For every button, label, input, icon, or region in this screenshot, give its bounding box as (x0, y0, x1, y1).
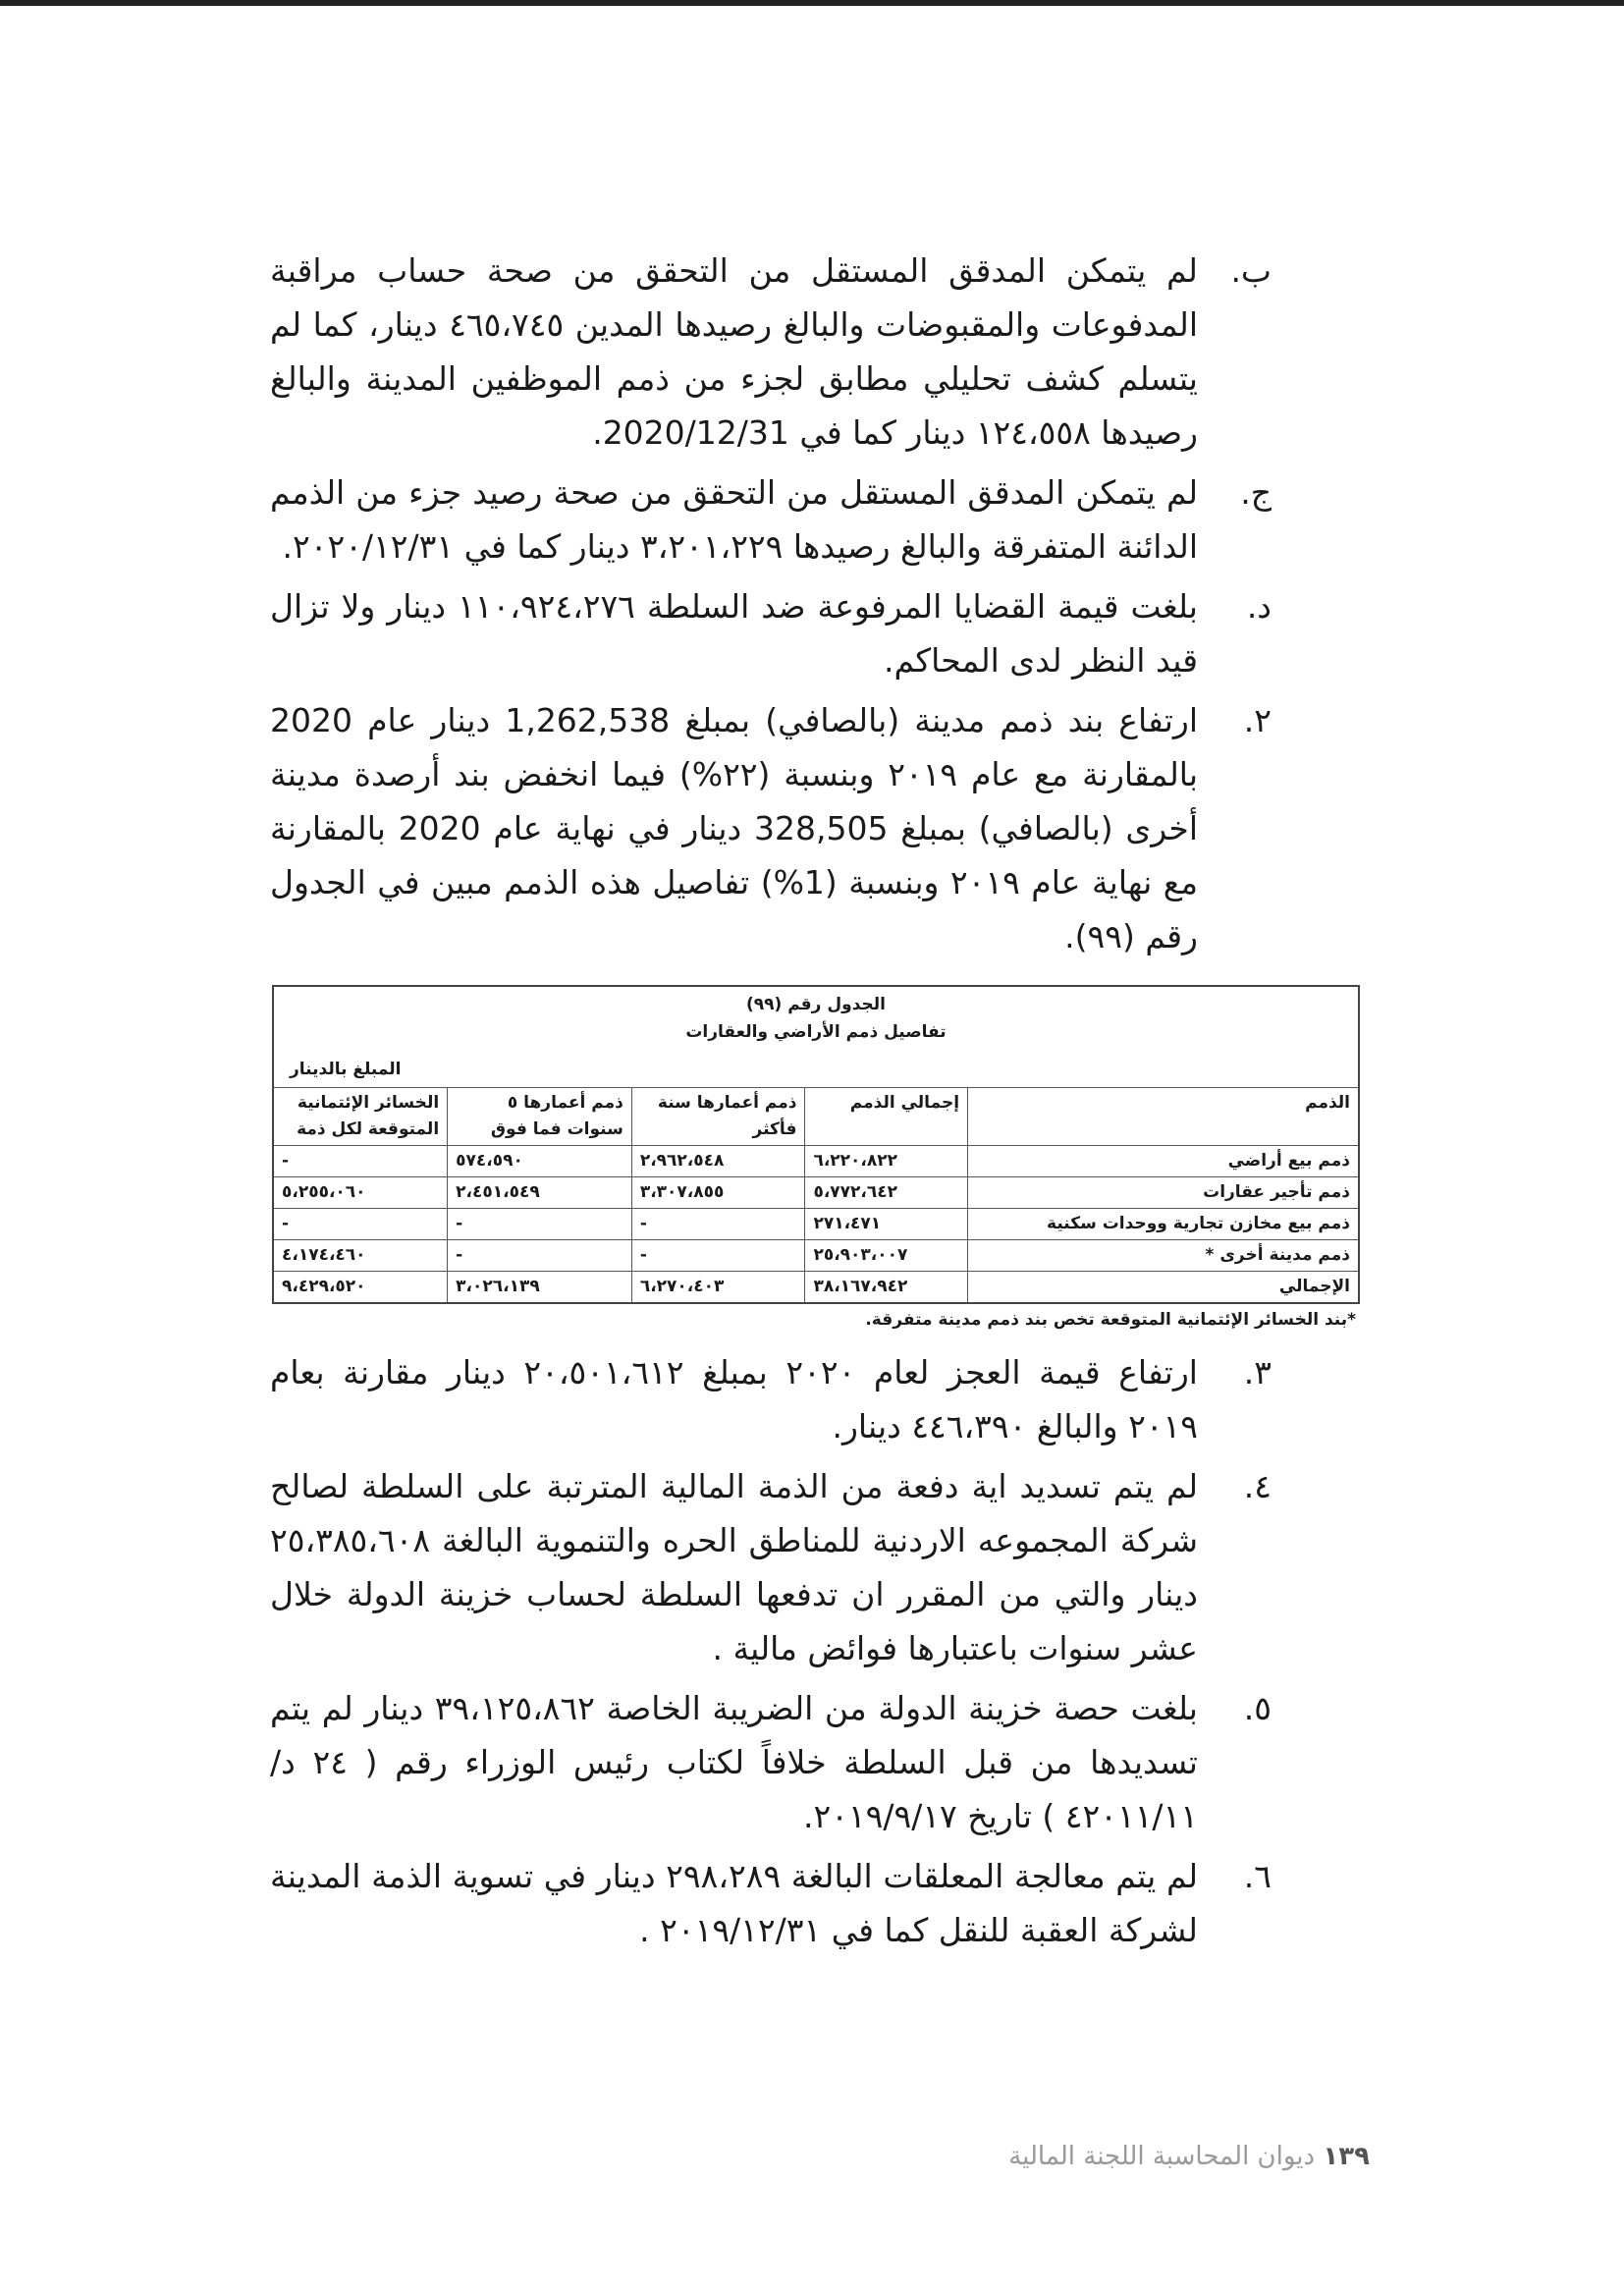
item-text: ارتفاع بند ذمم مدينة (بالصافي) بمبلغ 1,262,538 دينار عام 2020 بالمقارنة مع عام ٢٠١٩ وبنسبة (٢٢%) فيما انخفض بند أرصدة مدينة أخرى (بالصافي) بمبلغ 328,505 دينار في نهاية عام 2020 بالمقارنة مع نهاية عام ٢٠١٩ وبنسبة (1%) تفاصيل هذه الذمم مبين في الجدول رقم (٩٩). (270, 701, 1199, 955)
paragraph-2 (270, 693, 1272, 963)
paragraph-j (270, 465, 1272, 573)
item-marker: ج. (1240, 473, 1272, 512)
paragraph-5 (270, 1681, 1272, 1843)
table-cell: - (274, 1146, 448, 1177)
table-row (274, 1146, 1358, 1177)
item-text: بلغت حصة خزينة الدولة من الضريبة الخاصة ٣٩،١٢٥،٨٦٢ دينار لم يتم تسديدها من قبل السلطة خلافاً لكتاب رئيس الوزراء رقم ( ٢٤ د/ ٤٢٠١١/١١ ) تاريخ ٢٠١٩/٩/١٧. (270, 1689, 1198, 1835)
item-text: لم يتم تسديد اية دفعة من الذمة المالية المترتبة على السلطة لصالح شركة المجموعه الاردنية للمناطق الحره والتنموية البالغة ٢٥،٣٨٥،٦٠٨ دينار والتي من المقرر ان تدفعها السلطة لحساب خزينة الدولة خلال عشر سنوات باعتبارها فوائض مالية . (270, 1467, 1198, 1667)
paragraph-d (270, 579, 1272, 687)
footer-text: ديوان المحاسبة اللجنة المالية (1008, 2142, 1316, 2171)
table-cell: ٢،٤٥١،٥٤٩ (448, 1177, 632, 1209)
column-header: الخسائر الإئتمانية المتوقعة لكل ذمة (274, 1088, 448, 1146)
column-header: ذمم أعمارها سنة فأكثر (631, 1088, 805, 1146)
table-subtitle: تفاصيل ذمم الأراضي والعقارات (685, 1022, 947, 1042)
table-footnote: *بند الخسائر الإئتمانية المتوقعة تخص بند ذمم مدينة متفرقة. (865, 1310, 1356, 1330)
table-header-row (274, 1088, 1358, 1146)
table-cell: ٤،١٧٤،٤٦٠ (274, 1240, 448, 1272)
table-unit: المبلغ بالدينار (290, 1060, 402, 1079)
table-cell: - (448, 1209, 632, 1240)
table-99 (272, 985, 1360, 1304)
table-cell: ٩،٤٢٩،٥٢٠ (274, 1272, 448, 1303)
table-cell: ٥٧٤،٥٩٠ (448, 1146, 632, 1177)
item-marker: ٢. (1243, 701, 1272, 739)
table-row (274, 1177, 1358, 1209)
item-text: بلغت قيمة القضايا المرفوعة ضد السلطة ١١٠،٩٢٤،٢٧٦ دينار ولا تزال قيد النظر لدى المحاكم. (270, 587, 1198, 680)
page-number: ١٣٩ (1323, 2142, 1370, 2171)
table-row (274, 1240, 1358, 1272)
item-marker: ٥. (1243, 1689, 1272, 1727)
table-cell: ٢٥،٩٠٣،٠٠٧ (805, 1240, 968, 1272)
page-footer (820, 2100, 1370, 2173)
paragraph-6 (270, 1849, 1272, 1957)
table-cell: - (631, 1209, 805, 1240)
item-text: لم يتمكن المدقق المستقل من التحقق من صحة رصيد جزء من الذمم الدائنة المتفرقة والبالغ رصيدها ٣،٢٠١،٢٢٩ دينار كما في ٢٠٢٠/١٢/٣١. (270, 473, 1198, 566)
table-cell: ٦،٢٢٠،٨٢٢ (805, 1146, 968, 1177)
table-cell: ذمم مدينة أخرى * (968, 1240, 1358, 1272)
table-title: الجدول رقم (٩٩) (745, 995, 886, 1014)
table-cell: ٣٨،١٦٧،٩٤٢ (805, 1272, 968, 1303)
table-cell: - (631, 1240, 805, 1272)
table-cell: ذمم تأجير عقارات (968, 1177, 1358, 1209)
table-cell: ٥،٢٥٥،٠٦٠ (274, 1177, 448, 1209)
item-marker: ب. (1230, 251, 1272, 290)
item-text: ارتفاع قيمة العجز لعام ٢٠٢٠ بمبلغ ٢٠،٥٠١،٦١٢ دينار مقارنة بعام ٢٠١٩ والبالغ ٤٤٦،٣٩٠ دينار. (270, 1353, 1198, 1446)
table-cell: - (274, 1209, 448, 1240)
column-header: الذمم (968, 1088, 1358, 1146)
table-cell: ذمم بيع مخازن تجارية ووحدات سكنية (968, 1209, 1358, 1240)
table-cell: - (448, 1240, 632, 1272)
column-header: ذمم أعمارها ٥ سنوات فما فوق (448, 1088, 632, 1146)
table-cell: الإجمالي (968, 1272, 1358, 1303)
item-marker: ٣. (1243, 1353, 1272, 1391)
item-marker: ٤. (1243, 1467, 1272, 1505)
table-cell: ٣،٣٠٧،٨٥٥ (631, 1177, 805, 1209)
table-header (274, 987, 1358, 1087)
item-marker: ٦. (1243, 1857, 1272, 1895)
paragraph-3 (270, 1345, 1272, 1453)
receivables-table (274, 1087, 1358, 1302)
table-cell: ٢٧١،٤٧١ (805, 1209, 968, 1240)
table-row (274, 1209, 1358, 1240)
paragraph-4 (270, 1459, 1272, 1675)
table-cell: ٥،٧٧٢،٦٤٢ (805, 1177, 968, 1209)
table-cell: ٦،٢٧٠،٤٠٣ (631, 1272, 805, 1303)
table-total-row (274, 1272, 1358, 1303)
table-cell: ٢،٩٦٢،٥٤٨ (631, 1146, 805, 1177)
table-cell: ٣،٠٢٦،١٣٩ (448, 1272, 632, 1303)
paragraph-b (270, 244, 1272, 460)
table-cell: ذمم بيع أراضي (968, 1146, 1358, 1177)
item-text: لم يتمكن المدقق المستقل من التحقق من صحة حساب مراقبة المدفوعات والمقبوضات والبالغ رصيدها المدين ٤٦٥،٧٤٥ دينار، كما لم يتسلم كشف تحليلي مطابق لجزء من ذمم الموظفين المدينة والبالغ رصيدها ١٢٤،٥٥٨ دينار كما في 2020/12/31. (270, 251, 1198, 452)
column-header: إجمالي الذمم (805, 1088, 968, 1146)
item-text: لم يتم معالجة المعلقات البالغة ٢٩٨،٢٨٩ دينار في تسوية الذمة المدينة لشركة العقبة للنقل كما في ٢٠١٩/١٢/٣١ . (270, 1857, 1198, 1949)
item-marker: د. (1246, 587, 1272, 626)
